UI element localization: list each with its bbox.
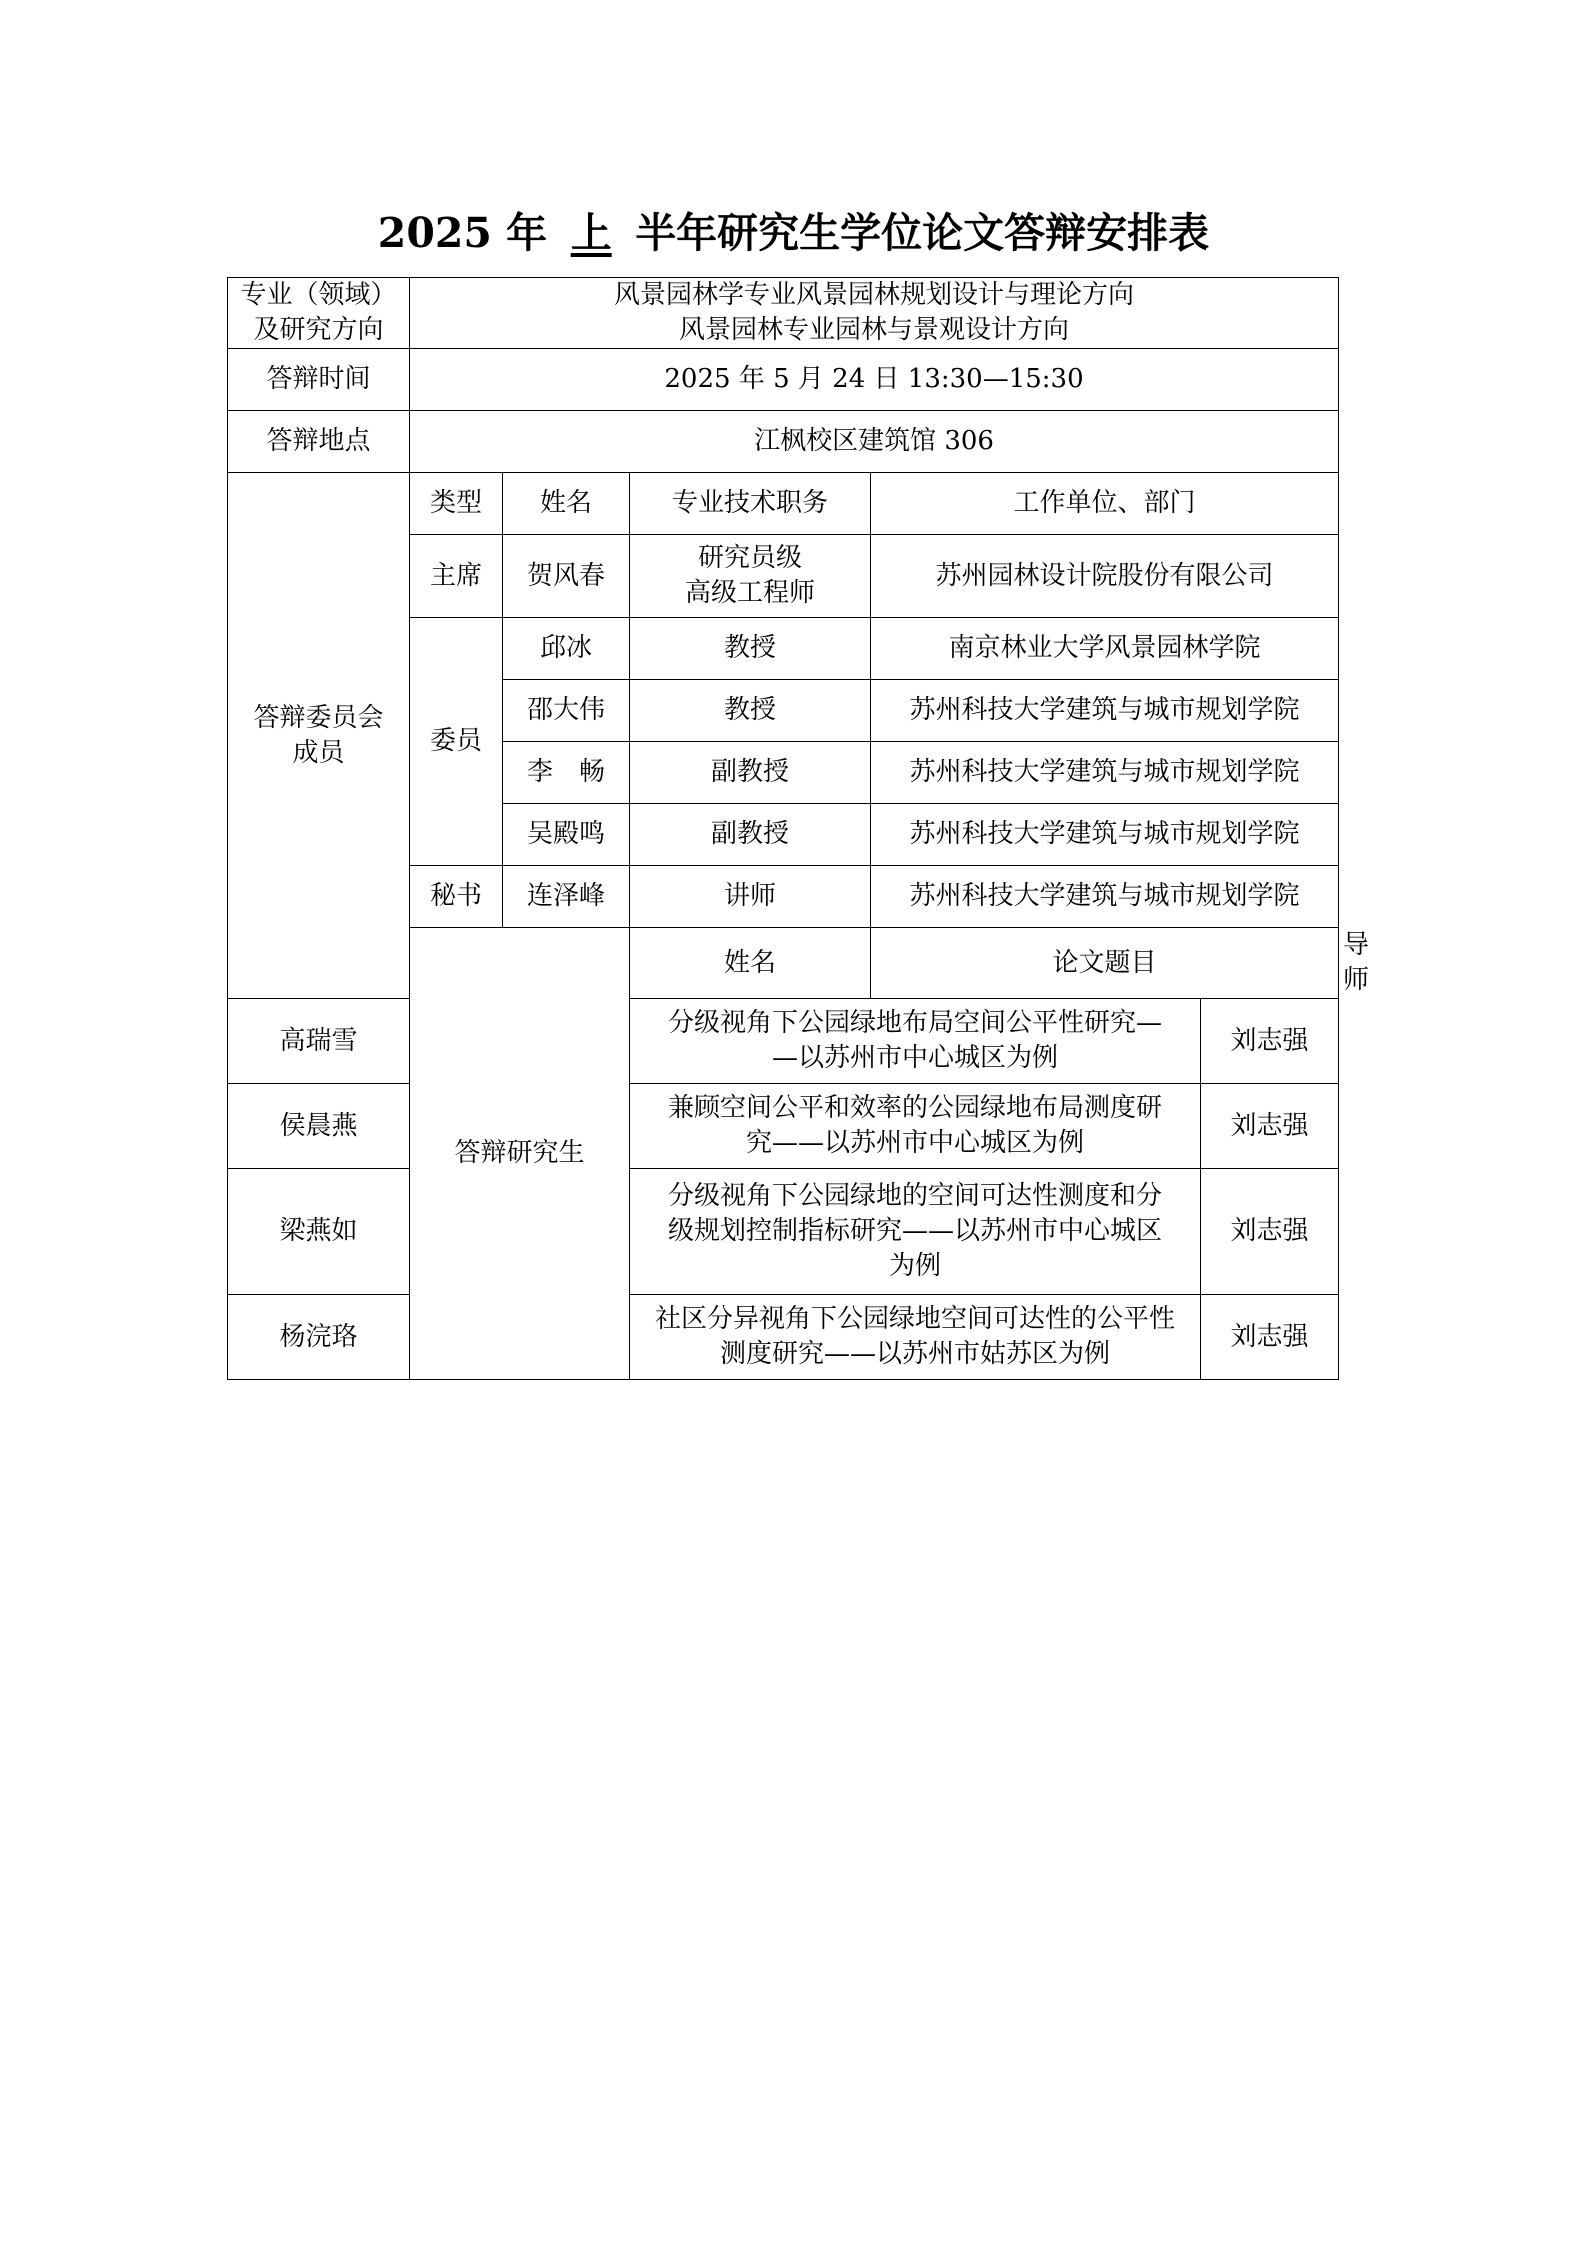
defense-schedule-table bbox=[227, 277, 1370, 1380]
student-advisor: 刘志强 bbox=[1201, 1295, 1339, 1380]
title-year: 2025 年 bbox=[377, 209, 548, 257]
student-name: 杨浣珞 bbox=[228, 1295, 410, 1380]
student-name: 侯晨燕 bbox=[228, 1084, 410, 1169]
page-title bbox=[0, 205, 1587, 261]
student-row bbox=[228, 999, 1339, 1084]
member-title: 副教授 bbox=[630, 742, 871, 804]
student-name: 梁燕如 bbox=[228, 1169, 410, 1295]
member-name: 邱冰 bbox=[503, 618, 630, 680]
member-title: 副教授 bbox=[630, 804, 871, 866]
student-thesis-title: 兼顾空间公平和效率的公园绿地布局测度研 究——以苏州市中心城区为例 bbox=[630, 1084, 1201, 1169]
student-row bbox=[228, 1295, 1339, 1380]
secretary-role: 秘书 bbox=[410, 866, 503, 928]
chair-role: 主席 bbox=[410, 535, 503, 618]
students-label: 答辩研究生 bbox=[410, 928, 630, 1380]
student-thesis-title: 分级视角下公园绿地布局空间公平性研究— —以苏州市中心城区为例 bbox=[630, 999, 1201, 1084]
member-unit: 南京林业大学风景园林学院 bbox=[871, 618, 1339, 680]
major-value: 风景园林学专业风景园林规划设计与理论方向 风景园林专业园林与景观设计方向 bbox=[410, 278, 1339, 349]
member-title: 教授 bbox=[630, 618, 871, 680]
time-row bbox=[228, 349, 1339, 411]
title-half-blank: 上 bbox=[570, 209, 612, 257]
member-name: 邵大伟 bbox=[503, 680, 630, 742]
secretary-unit: 苏州科技大学建筑与城市规划学院 bbox=[871, 866, 1339, 928]
member-unit: 苏州科技大学建筑与城市规划学院 bbox=[871, 680, 1339, 742]
place-value: 江枫校区建筑馆 306 bbox=[410, 411, 1339, 473]
committee-header-unit: 工作单位、部门 bbox=[871, 473, 1339, 535]
secretary-title: 讲师 bbox=[630, 866, 871, 928]
major-label: 专业（领域） 及研究方向 bbox=[228, 278, 410, 349]
member-unit: 苏州科技大学建筑与城市规划学院 bbox=[871, 804, 1339, 866]
time-label: 答辩时间 bbox=[228, 349, 410, 411]
major-row bbox=[228, 278, 1339, 349]
member-title: 教授 bbox=[630, 680, 871, 742]
title-rest: 半年研究生学位论文答辩安排表 bbox=[635, 209, 1210, 257]
students-header-row: 答辩研究生 姓名 论文题目 导师 bbox=[228, 928, 1339, 999]
place-row bbox=[228, 411, 1339, 473]
committee-header-row bbox=[228, 473, 1339, 535]
secretary-name: 连泽峰 bbox=[503, 866, 630, 928]
student-row bbox=[228, 1169, 1339, 1295]
student-name: 高瑞雪 bbox=[228, 999, 410, 1084]
chair-title: 研究员级 高级工程师 bbox=[630, 535, 871, 618]
committee-header-type: 类型 bbox=[410, 473, 503, 535]
member-name: 吴殿鸣 bbox=[503, 804, 630, 866]
students-header-thesis: 论文题目 bbox=[871, 928, 1339, 999]
member-unit: 苏州科技大学建筑与城市规划学院 bbox=[871, 742, 1339, 804]
committee-label: 答辩委员会 成员 bbox=[228, 473, 410, 999]
student-thesis-title: 分级视角下公园绿地的空间可达性测度和分 级规划控制指标研究——以苏州市中心城区 为例 bbox=[630, 1169, 1201, 1295]
students-header-name: 姓名 bbox=[630, 928, 871, 999]
committee-header-title: 专业技术职务 bbox=[630, 473, 871, 535]
place-label: 答辩地点 bbox=[228, 411, 410, 473]
committee-header-name: 姓名 bbox=[503, 473, 630, 535]
member-name: 李 畅 bbox=[503, 742, 630, 804]
student-thesis-title: 社区分异视角下公园绿地空间可达性的公平性 测度研究——以苏州市姑苏区为例 bbox=[630, 1295, 1201, 1380]
student-advisor: 刘志强 bbox=[1201, 1084, 1339, 1169]
student-advisor: 刘志强 bbox=[1201, 1169, 1339, 1295]
chair-unit: 苏州园林设计院股份有限公司 bbox=[871, 535, 1339, 618]
chair-name: 贺风春 bbox=[503, 535, 630, 618]
members-role: 委员 bbox=[410, 618, 503, 866]
student-advisor: 刘志强 bbox=[1201, 999, 1339, 1084]
time-value: 2025 年 5 月 24 日 13:30—15:30 bbox=[410, 349, 1339, 411]
student-row bbox=[228, 1084, 1339, 1169]
